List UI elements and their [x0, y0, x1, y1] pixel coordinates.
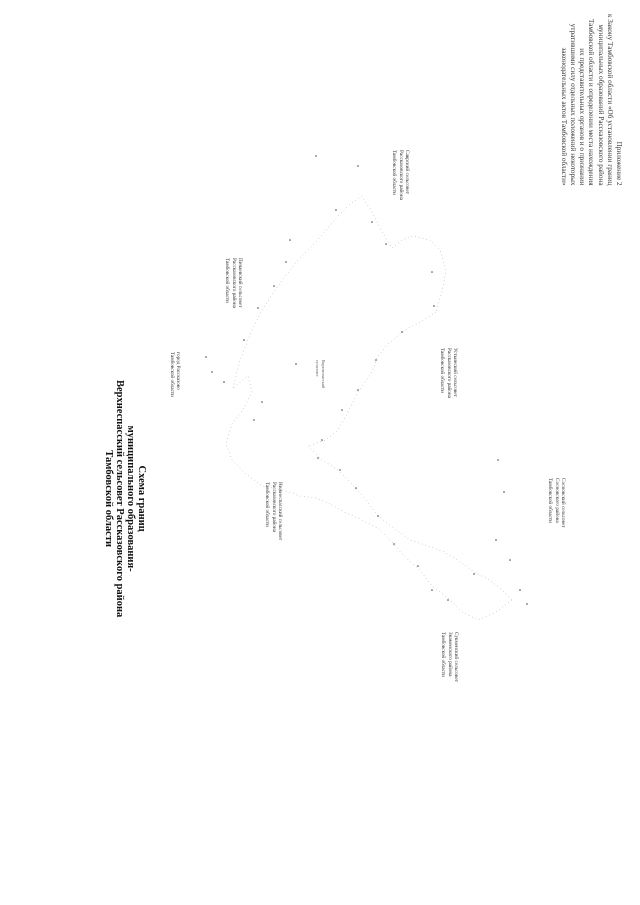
boundary-point	[447, 599, 449, 601]
boundary-point	[317, 457, 319, 459]
appendix-line: утратившими силу отдельных положений некоторых	[568, 23, 577, 186]
region-line: город Рассказово	[175, 352, 181, 390]
boundary-point	[526, 603, 528, 605]
region-line: Нижнеспасский сельсовет	[277, 482, 283, 541]
region-line: Устьинский сельсовет	[452, 348, 458, 397]
boundary-point	[355, 487, 357, 489]
boundary-point	[401, 331, 403, 333]
boundary-point	[519, 589, 521, 591]
region-line: Сосновский сельсовет	[560, 478, 566, 528]
boundary-point	[321, 439, 323, 441]
region-line: Тамбовской области	[391, 150, 398, 195]
boundary-point	[205, 356, 207, 358]
boundary-point	[371, 221, 373, 223]
title-line: Верхнеспасский сельсовет Рассказовского района	[114, 380, 125, 618]
boundary-point	[385, 243, 387, 245]
boundary-point	[335, 209, 337, 211]
boundary-point	[223, 381, 225, 383]
boundary-point	[375, 359, 377, 361]
appendix-line: муниципальных образований Рассказовского района	[596, 24, 605, 186]
title-line: муниципального образования-	[125, 425, 136, 572]
appendix-line: их представительных органов и о признании	[578, 48, 587, 186]
appendix-line: к Закону Тамбовской области «Об установлении границ	[605, 14, 614, 186]
region-line: Тамбовской области	[224, 258, 231, 303]
appendix-line: Тамбовской области и определении места нахождения	[587, 18, 596, 186]
region-line: Сукменский сельсовет	[453, 632, 459, 682]
region-line: Верхнеспасский	[321, 360, 326, 388]
boundary-point	[509, 559, 511, 561]
boundary-point	[339, 469, 341, 471]
boundary-point	[357, 389, 359, 391]
region-line: Пичаевский сельсовет	[237, 258, 243, 308]
boundary-point	[261, 401, 263, 403]
boundary-point	[289, 239, 291, 241]
boundary-point	[285, 261, 287, 263]
region-line: Рассказовского района	[270, 482, 277, 532]
boundary-point	[315, 155, 317, 157]
region-line: Рассказовского района	[445, 348, 452, 398]
boundary-point	[273, 285, 275, 287]
boundary-point	[393, 543, 395, 545]
boundary-line	[226, 196, 512, 620]
region-line: Саврский сельсовет	[404, 150, 410, 194]
boundary-point	[431, 589, 433, 591]
boundary-point	[473, 573, 475, 575]
region-line: Знаменского района	[446, 632, 453, 677]
title-line: Схема границ	[136, 465, 147, 532]
boundary-point	[497, 459, 499, 461]
title-line: Тамбовской области	[103, 450, 114, 548]
boundary-point	[377, 515, 379, 517]
boundary-point	[243, 339, 245, 341]
boundary-point	[495, 539, 497, 541]
region-line: Рассказовского района	[397, 150, 404, 200]
region-line: Тамбовской области	[264, 482, 271, 527]
boundary-point	[433, 305, 435, 307]
region-line: Тамбовской области	[168, 352, 175, 397]
region-line: Тамбовской области	[547, 478, 554, 523]
boundary-points	[205, 155, 528, 605]
region-line: Тамбовской области	[440, 632, 447, 677]
appendix-line: Приложение 2	[615, 141, 623, 186]
boundary-point	[417, 565, 419, 567]
boundary-point	[341, 409, 343, 411]
region-line: Тамбовской области	[439, 348, 446, 393]
appendix-line: законодательных актов Тамбовской области»	[559, 47, 568, 186]
boundary-point	[357, 165, 359, 167]
region-line: Рассказовского района	[230, 258, 237, 308]
region-line: сельсовет	[314, 360, 320, 377]
boundary-point	[211, 371, 213, 373]
region-line: Сосновского района	[553, 478, 560, 523]
boundary-point	[257, 307, 259, 309]
boundary-point	[503, 491, 505, 493]
boundary-point	[431, 271, 433, 273]
boundary-point	[295, 363, 297, 365]
boundary-point	[253, 419, 255, 421]
